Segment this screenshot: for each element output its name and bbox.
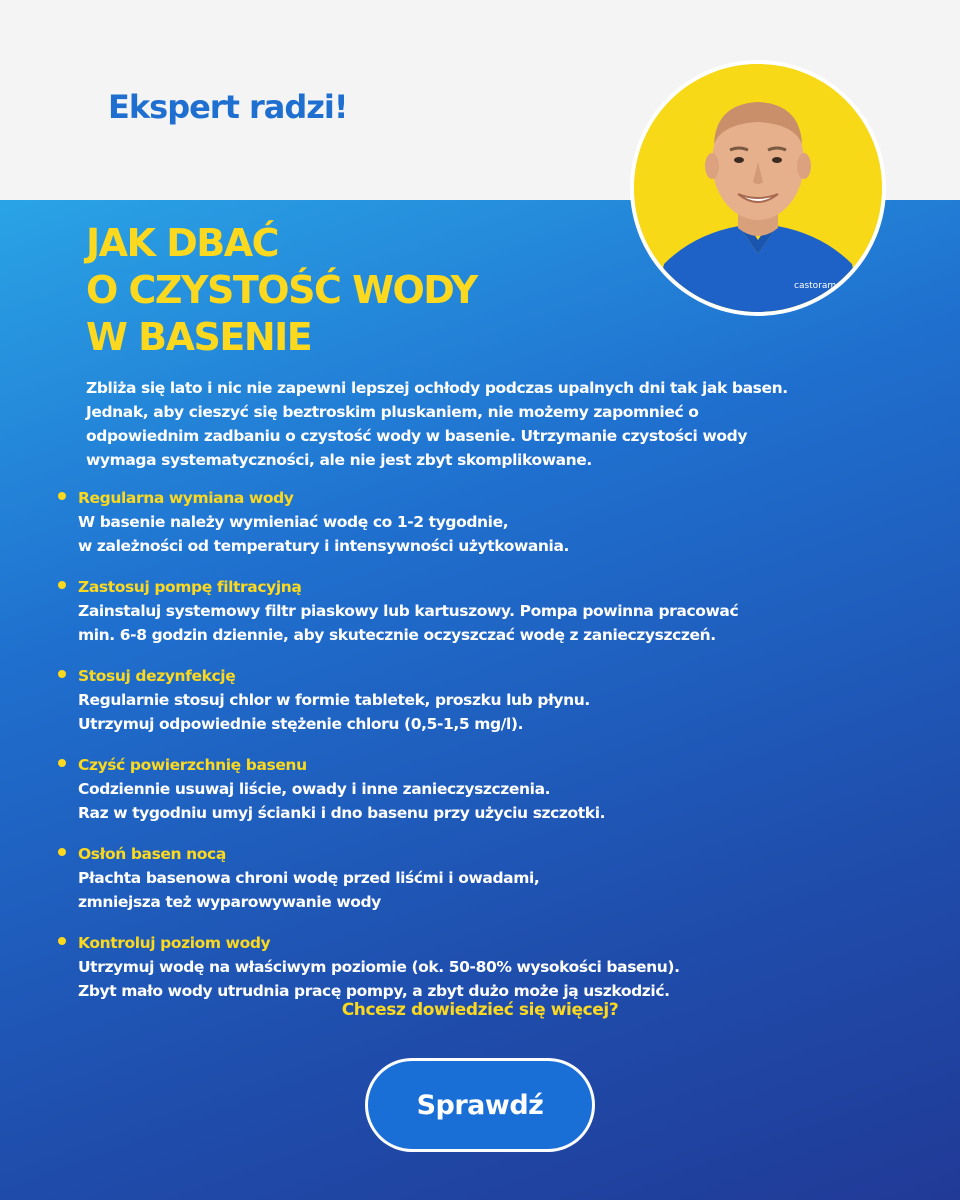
title-line: JAK DBAĆ — [86, 221, 279, 265]
intro-line: wymaga systematyczności, ale nie jest zbyt skomplikowane. — [86, 451, 592, 469]
tip-title: Zastosuj pompę filtracyjną — [78, 578, 302, 596]
tip-title: Czyść powierzchnię basenu — [78, 756, 307, 774]
tip-text: Płachta basenowa chroni wodę przed liśćmi i owadami, — [78, 869, 540, 887]
tip-text: Utrzymuj wodę na właściwym poziomie (ok. 50-80% wysokości basenu). — [78, 958, 680, 976]
bullet-icon — [58, 581, 66, 589]
tip-title: Stosuj dezynfekcję — [78, 667, 236, 685]
tip-item — [58, 931, 908, 1003]
bullet-icon — [58, 759, 66, 767]
intro-line: odpowiednim zadbaniu o czystość wody w basenie. Utrzymanie czystości wody — [86, 427, 748, 445]
tip-text: W basenie należy wymieniać wodę co 1-2 tygodnie, — [78, 513, 509, 531]
expert-heading: Ekspert radzi! — [108, 88, 348, 126]
tip-text: w zależności od temperatury i intensywności użytkowania. — [78, 537, 570, 555]
tip-text: Regularnie stosuj chlor w formie tabletek, proszku lub płynu. — [78, 691, 590, 709]
bullet-icon — [58, 848, 66, 856]
expert-portrait-icon — [634, 64, 882, 312]
tip-title: Kontroluj poziom wody — [78, 934, 271, 952]
title-line: W BASENIE — [86, 315, 312, 359]
tip-item — [58, 753, 908, 825]
shirt-logo-text: castorama — [794, 281, 842, 291]
tip-item — [58, 664, 908, 736]
article-title — [86, 220, 477, 361]
tip-text: Zainstaluj systemowy filtr piaskowy lub kartuszowy. Pompa powinna pracować — [78, 602, 739, 620]
cta-question-label: Chcesz dowiedzieć się więcej? — [341, 1000, 619, 1020]
bullet-icon — [58, 937, 66, 945]
article-intro — [86, 376, 886, 472]
intro-line: Jednak, aby cieszyć się beztroskim pluskaniem, nie możemy zapomnieć o — [86, 403, 699, 421]
bullet-icon — [58, 670, 66, 678]
tip-text: Zbyt mało wody utrudnia pracę pompy, a zbyt dużo może ją uszkodzić. — [78, 982, 670, 1000]
tip-text: Raz w tygodniu umyj ścianki i dno basenu przy użyciu szczotki. — [78, 804, 606, 822]
tip-text: zmniejsza też wyparowywanie wody — [78, 893, 381, 911]
expert-avatar-ring — [630, 60, 886, 316]
expert-avatar — [634, 64, 882, 312]
tip-title: Regularna wymiana wody — [78, 489, 294, 507]
intro-line: Zbliża się lato i nic nie zapewni lepszej ochłody podczas upalnych dni tak jak basen. — [86, 379, 788, 397]
tip-text: Codziennie usuwaj liście, owady i inne zanieczyszczenia. — [78, 780, 551, 798]
tips-list — [58, 486, 908, 1020]
tip-text: Utrzymuj odpowiednie stężenie chloru (0,5-1,5 mg/l). — [78, 715, 524, 733]
tip-text: min. 6-8 godzin dziennie, aby skutecznie oczyszczać wodę z zanieczyszczeń. — [78, 626, 716, 644]
tip-title: Osłoń basen nocą — [78, 845, 226, 863]
cta-question — [0, 1000, 960, 1020]
tip-item — [58, 575, 908, 647]
tip-item — [58, 486, 908, 558]
title-line: O CZYSTOŚĆ WODY — [86, 268, 477, 312]
check-button[interactable]: Sprawdź — [365, 1058, 595, 1152]
tip-item — [58, 842, 908, 914]
bullet-icon — [58, 492, 66, 500]
